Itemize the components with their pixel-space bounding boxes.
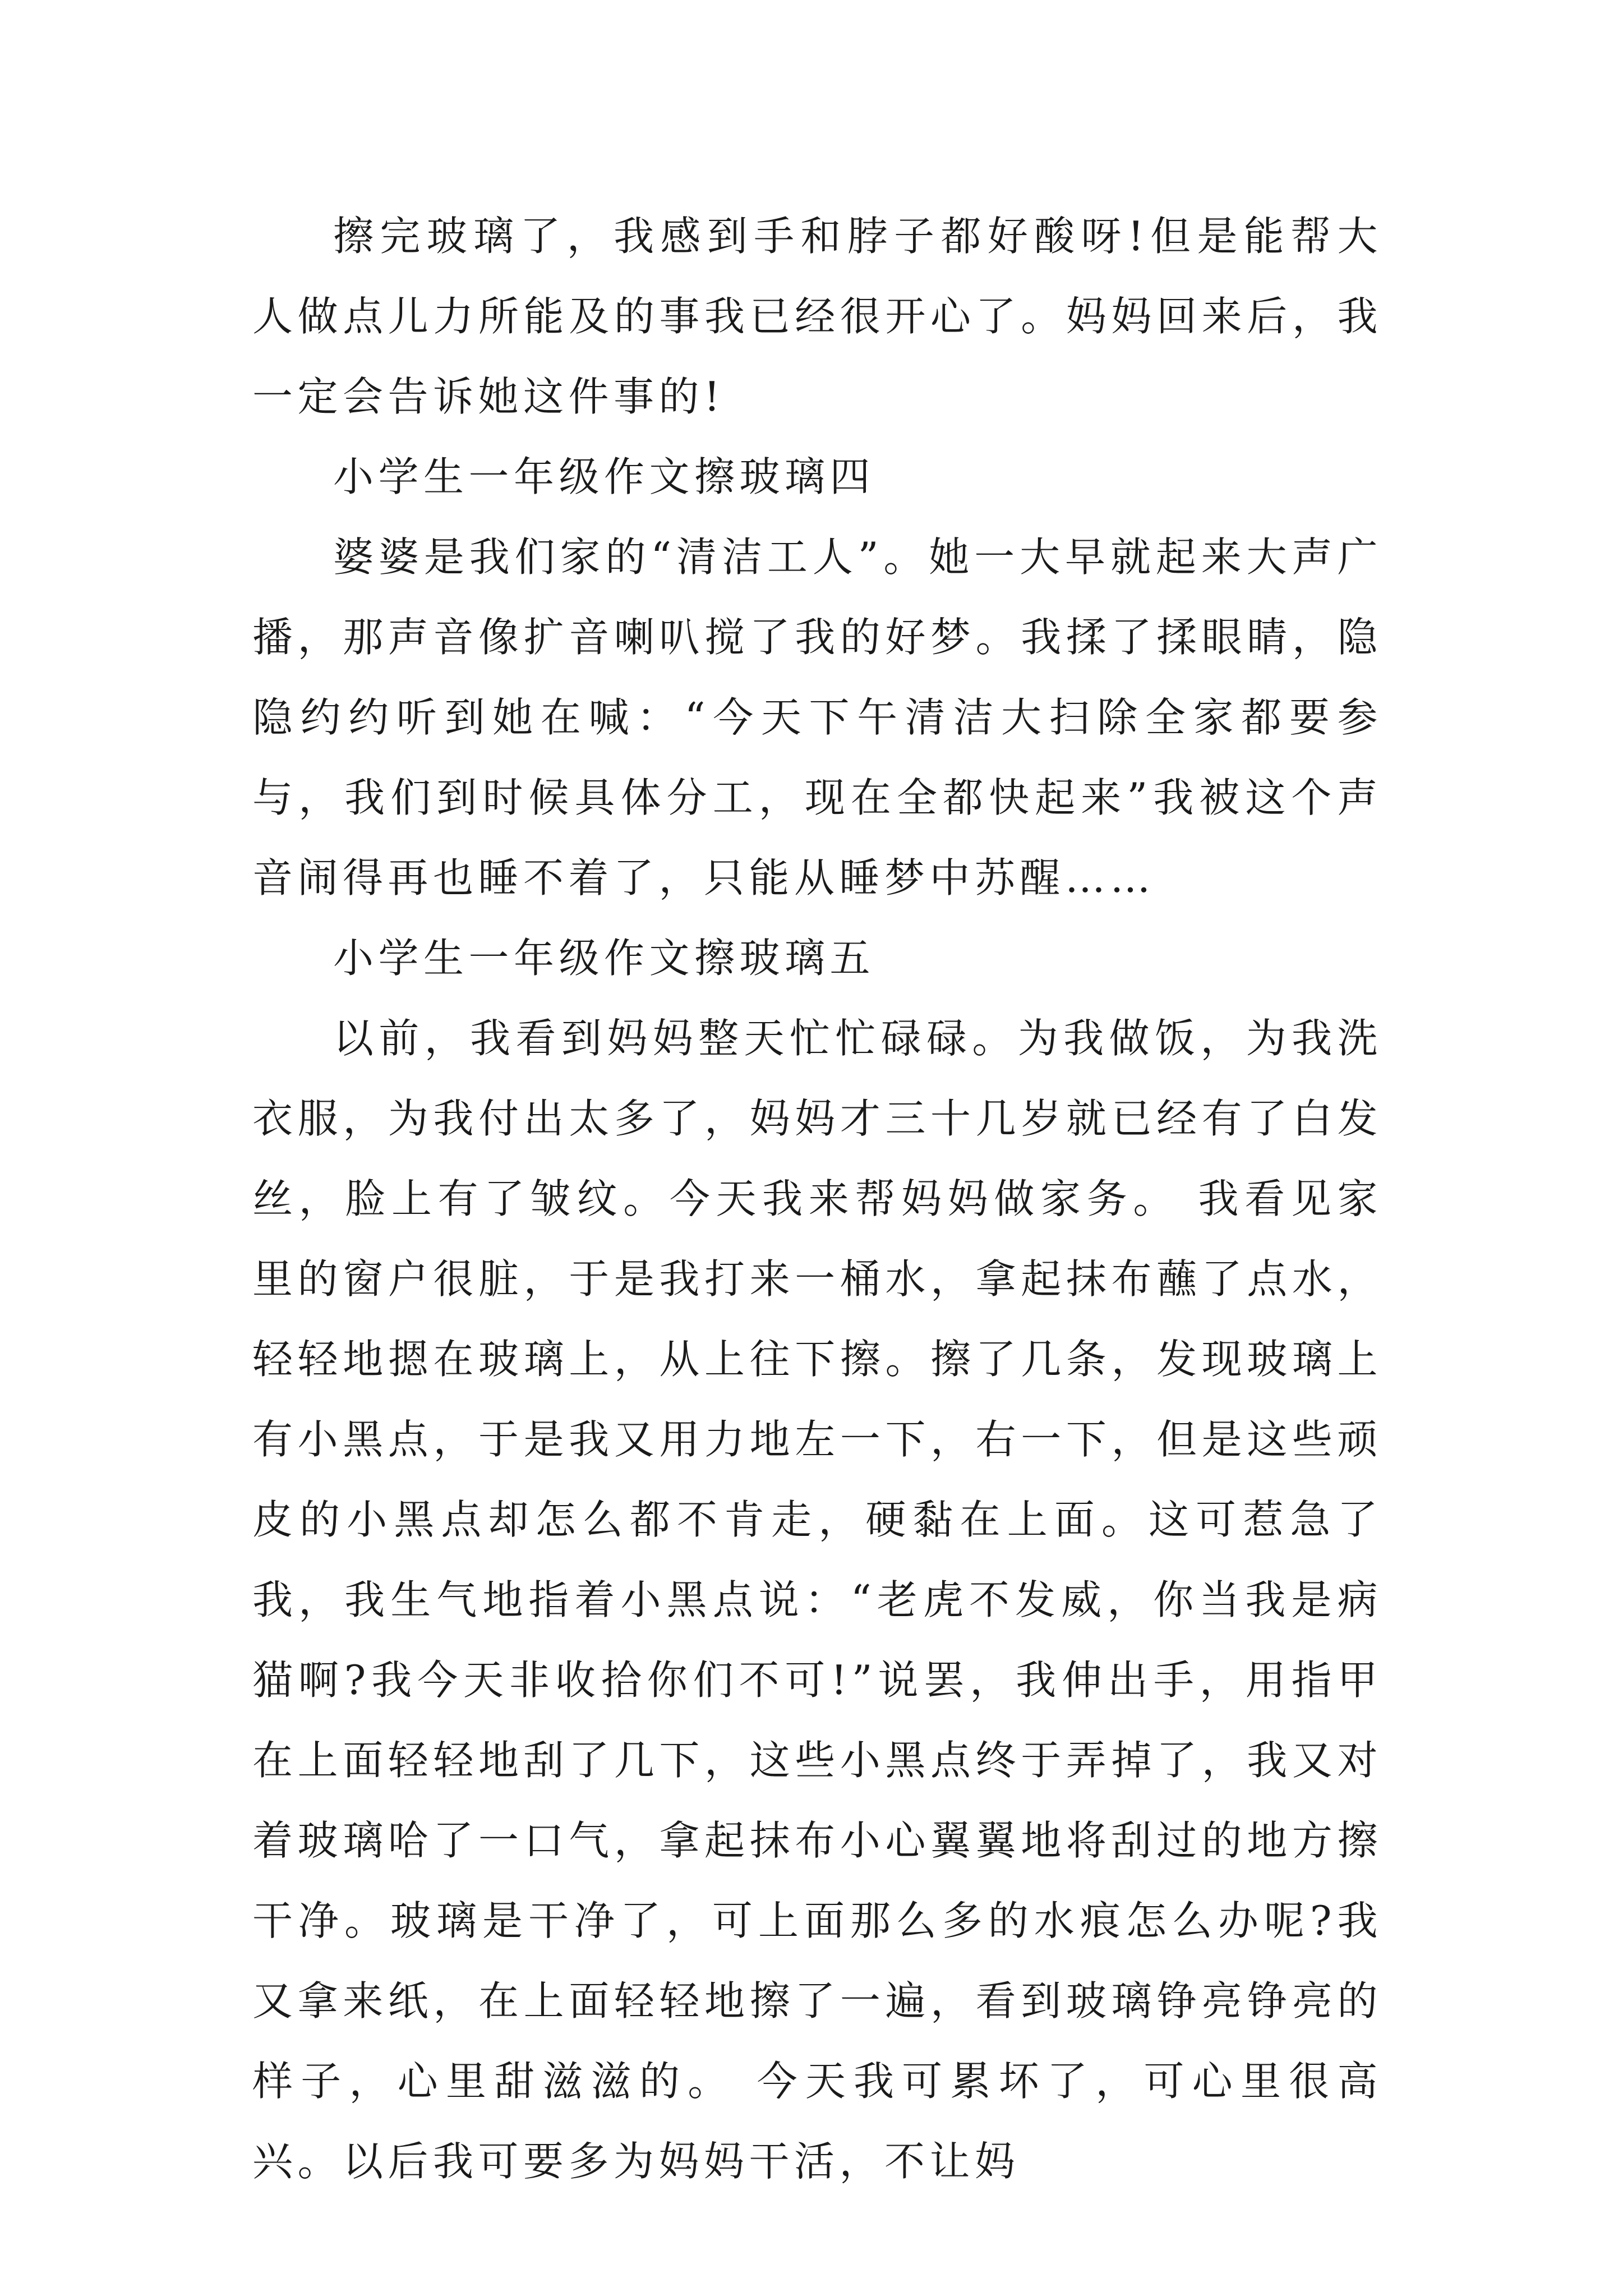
essay-title-four: 小学生一年级作文擦玻璃四 — [333, 453, 875, 500]
essay-body — [252, 196, 1382, 2202]
paragraph-continuation: 擦完玻璃了，我感到手和脖子都好酸呀!但是能帮大人做点儿力所能及的事我已经很开心了。妈妈回来后，我一定会告诉她这件事的! — [252, 213, 1382, 420]
paragraph-essay-five: 以前，我看到妈妈整天忙忙碌碌。为我做饭，为我洗衣服，为我付出太多了，妈妈才三十几岁就已经有了白发丝，脸上有了皱纹。今天我来帮妈妈做家务。 我看见家里的窗户很脏，于是我打来一桶水，拿起抹布蘸了点水，轻轻地摁在玻璃上，从上往下擦。擦了几条，发现玻璃上有小黑点，于是我又用力地左一下，右一下，但是这些顽皮的小黑点却怎么都不肯走，硬黏在上面。这可惹急了我，我生气地指着小黑点说：“老虎不发威，你当我是病猫啊?我今天非收拾你们不可!”说罢，我伸出手，用指甲在上面轻轻地刮了几下，这些小黑点终于弄掉了，我又对着玻璃哈了一口气，拿起抹布小心翼翼地将刮过的地方擦干净。玻璃是干净了，可上面那么多的水痕怎么办呢?我又拿来纸，在上面轻轻地擦了一遍，看到玻璃铮亮铮亮的样子，心里甜滋滋的。 今天我可累坏了，可心里很高兴。以后我可要多为妈妈干活，不让妈 — [252, 1015, 1382, 2185]
essay-title-five: 小学生一年级作文擦玻璃五 — [333, 935, 875, 982]
paragraph-essay-four: 婆婆是我们家的“清洁工人”。她一大早就起来大声广播，那声音像扩音喇叭搅了我的好梦。我揉了揉眼睛，隐隐约约听到她在喊：“今天下午清洁大扫除全家都要参与，我们到时候具体分工，现在全都快起来”我被这个声音闹得再也睡不着了，只能从睡梦中苏醒…… — [252, 533, 1382, 901]
